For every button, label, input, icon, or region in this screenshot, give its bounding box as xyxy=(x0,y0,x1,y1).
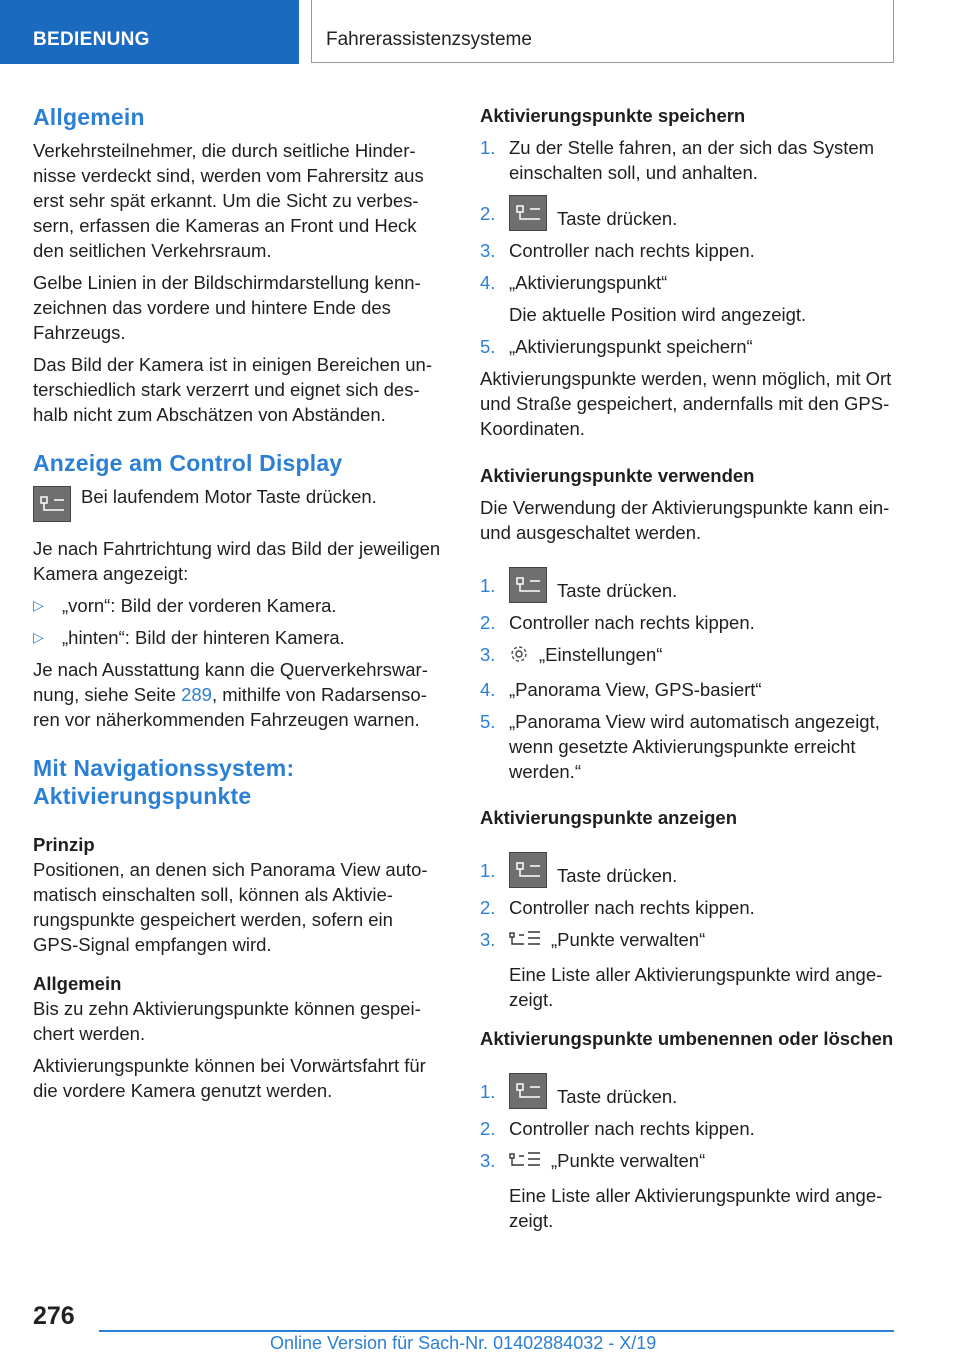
gear-icon xyxy=(509,644,529,670)
camera-button-icon xyxy=(509,195,547,231)
list-camera-icon xyxy=(509,929,541,955)
list-item: 5. „Panorama View wird automatisch angezeigt, wenn gesetzte Aktivierungspunkte erreicht werden.“ xyxy=(480,711,880,782)
paragraph: Aktivierungspunkte werden, wenn möglich, mit Ort und Straße gespeichert, andernfalls mit den GPS-Koordinaten. xyxy=(480,368,892,439)
list-camera-icon xyxy=(509,1150,541,1176)
footer-text: Online Version für Sach-Nr. 01402884032 - X/19 xyxy=(270,1333,657,1353)
triangle-icon: ▷ xyxy=(33,597,44,613)
section-tab xyxy=(0,0,299,64)
heading-allgemein-2: Allgemein xyxy=(33,973,122,994)
button-text: Bei laufendem Motor Taste drücken. xyxy=(81,486,377,507)
paragraph: Die Verwendung der Aktivierungspunkte kann ein- und ausgeschaltet werden. xyxy=(480,497,890,543)
camera-button-icon xyxy=(509,567,547,603)
heading-verwenden: Aktivierungspunkte verwenden xyxy=(480,465,755,486)
camera-button-icon xyxy=(509,852,547,888)
section-label: BEDIENUNG xyxy=(33,29,150,50)
list-item: 1. Taste drücken. xyxy=(480,852,900,888)
heading-speichern: Aktivierungspunkte speichern xyxy=(480,105,746,126)
heading-umbenennen: Aktivierungspunkte umbenennen oder löschen xyxy=(480,1028,894,1049)
paragraph: Das Bild der Kamera ist in einigen Bereichen unterschiedlich stark verzerrt und eignet sich deshalb nicht zum Abschätzen von Abständen. xyxy=(33,354,432,425)
bullet-list xyxy=(33,593,443,650)
steps-speichern xyxy=(480,135,900,359)
camera-button-icon xyxy=(509,1073,547,1109)
right-column xyxy=(480,103,900,1240)
list-item: ▷ „hinten“: Bild der hinteren Kamera. xyxy=(33,627,345,648)
list-item: 3. Controller nach rechts kippen. xyxy=(480,240,755,261)
chapter-label: Fahrerassistenzsysteme xyxy=(326,29,532,50)
paragraph: Positionen, an denen sich Panorama View automatisch einschalten soll, können als Aktivierungspunkte gespeichert werden, sofern ein GPS-Signal empfangen wird. xyxy=(33,859,428,955)
paragraph: Verkehrsteilnehmer, die durch seitliche Hindernisse verdeckt sind, werden vom Fahrersitz aus erst sehr spät erkannt. Um die Sicht zu verbessern, erfassen die Kameras an Front und Heck den seitlichen Verkehrsraum. xyxy=(33,140,424,261)
footer-divider xyxy=(99,1330,894,1332)
list-item: 3. „Punkte verwalten“ Eine Liste aller Aktivierungspunkte wird angezeigt. xyxy=(480,929,883,1010)
list-item: 5. „Aktivierungspunkt speichern“ xyxy=(480,336,753,357)
list-item: 1. Taste drücken. xyxy=(480,567,900,603)
list-item: 2. Controller nach rechts kippen. xyxy=(480,897,755,918)
list-item: 1. Zu der Stelle fahren, an der sich das System einschalten soll, und anhalten. xyxy=(480,137,875,183)
chapter-tab xyxy=(311,0,894,63)
paragraph: Je nach Fahrtrichtung wird das Bild der jeweiligen Kamera angezeigt: xyxy=(33,538,441,584)
list-item: 4. „Aktivierungspunkt“ Die aktuelle Position wird angezeigt. xyxy=(480,272,807,325)
paragraph: Bis zu zehn Aktivierungspunkte können gespeichert werden. xyxy=(33,998,421,1044)
page-link[interactable]: 289 xyxy=(181,684,212,705)
steps-anzeigen xyxy=(480,852,900,1012)
list-item: 3. „Einstellungen“ xyxy=(480,642,900,670)
list-item: 4. „Panorama View, GPS-basiert“ xyxy=(480,679,762,700)
list-item: ▷ „vorn“: Bild der vorderen Kamera. xyxy=(33,595,337,616)
list-item: 3. „Punkte verwalten“ Eine Liste aller Aktivierungspunkte wird angezeigt. xyxy=(480,1150,883,1231)
heading-anzeigen: Aktivierungspunkte anzeigen xyxy=(480,807,737,828)
paragraph: Je nach Ausstattung kann die Querverkehrswarnung, siehe Seite 289, mithilfe von Radarsensoren vor näherkommenden Fahrzeugen warnen. xyxy=(33,659,428,730)
heading-prinzip: Prinzip xyxy=(33,834,95,855)
heading-navi: Mit Navigationssystem: Aktivierungspunkte xyxy=(33,755,295,809)
left-column xyxy=(33,103,443,1103)
triangle-icon: ▷ xyxy=(33,629,44,645)
steps-umbenennen xyxy=(480,1073,900,1233)
heading-allgemein: Allgemein xyxy=(33,104,145,130)
list-item: 2. Controller nach rechts kippen. xyxy=(480,612,755,633)
steps-verwenden xyxy=(480,567,900,784)
camera-button-icon xyxy=(33,486,71,522)
list-item: 2. Taste drücken. xyxy=(480,195,900,231)
list-item: 2. Controller nach rechts kippen. xyxy=(480,1118,755,1139)
paragraph: Gelbe Linien in der Bildschirmdarstellung kennzeichnen das vordere und hintere Ende des Fahrzeugs. xyxy=(33,272,421,343)
button-instruction xyxy=(33,484,443,522)
list-item: 1. Taste drücken. xyxy=(480,1073,900,1109)
paragraph: Aktivierungspunkte können bei Vorwärtsfahrt für die vordere Kamera genutzt werden. xyxy=(33,1055,426,1101)
heading-anzeige: Anzeige am Control Display xyxy=(33,450,343,476)
page-number: 276 xyxy=(33,1302,75,1330)
